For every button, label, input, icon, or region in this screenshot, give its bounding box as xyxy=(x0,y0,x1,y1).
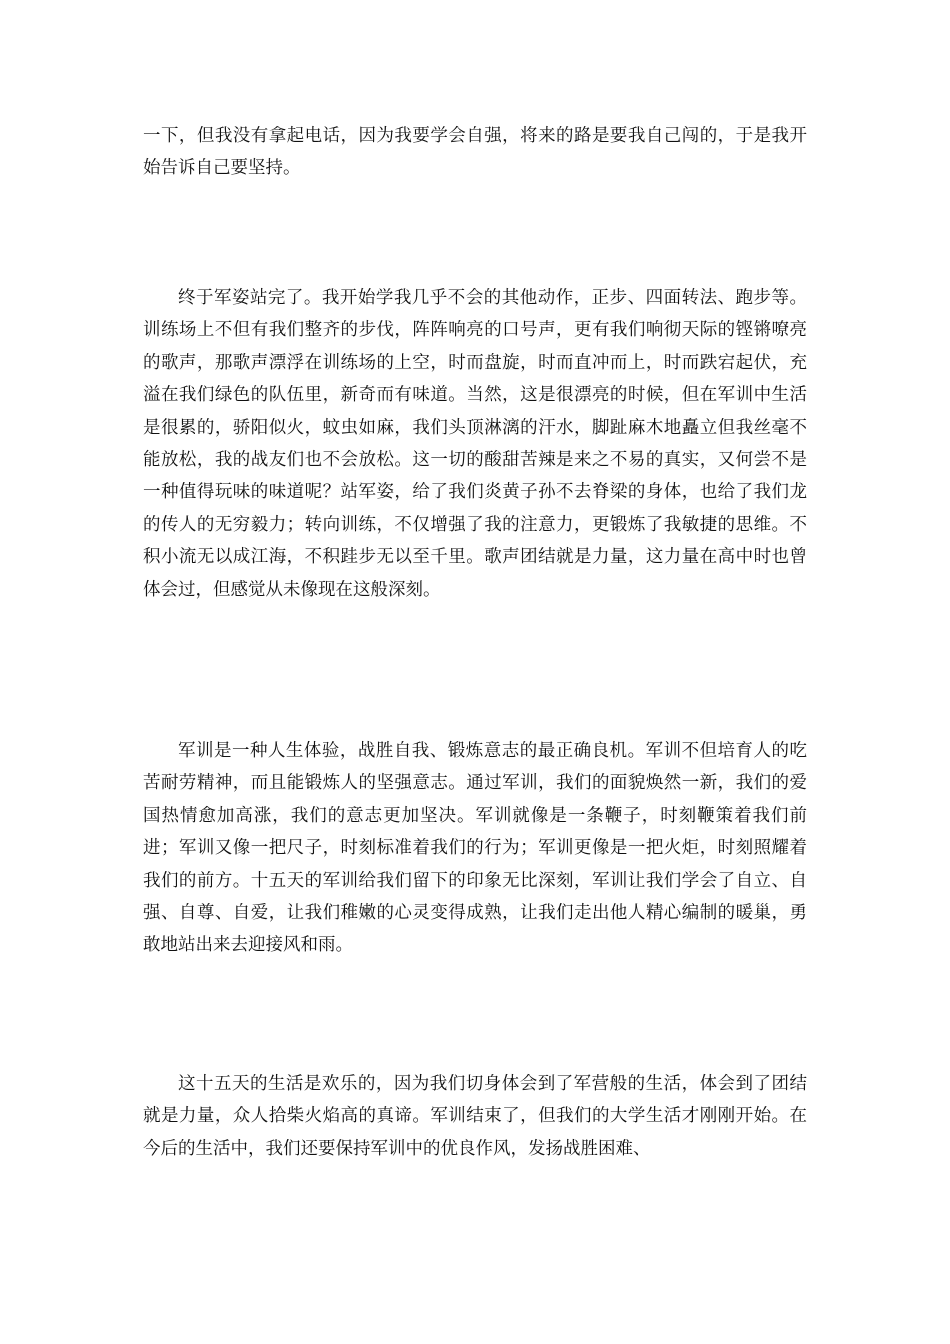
paragraph-training-drills: 终于军姿站完了。我开始学我几乎不会的其他动作，正步、四面转法、跑步等。训练场上不但有我们整齐的步伐，阵阵响亮的口号声，更有我们响彻天际的铿锵嘹亮的歌声，那歌声漂浮在训练场的上空，时而盘旋，时而直冲而上，时而跌宕起伏，充溢在我们绿色的队伍里，新奇而有味道。当然，这是很漂亮的时候，但在军训中生活是很累的，骄阳似火，蚊虫如麻，我们头顶淋漓的汗水，脚趾麻木地矗立但我丝毫不能放松，我的战友们也不会放松。这一切的酸甜苦辣是来之不易的真实，又何尝不是一种值得玩味的味道呢？站军姿，给了我们炎黄子孙不去脊梁的身体，也给了我们龙的传人的无穷毅力；转向训练，不仅增强了我的注意力，更锻炼了我敏捷的思维。不积小流无以成江海，不积跬步无以至千里。歌声团结就是力量，这力量在高中时也曾体会过，但感觉从未像现在这般深刻。 xyxy=(143,288,807,600)
paragraph-military-training-experience: 军训是一种人生体验，战胜自我、锻炼意志的最正确良机。军训不但培育人的吃苦耐劳精神，而且能锻炼人的坚强意志。通过军训，我们的面貌焕然一新，我们的爱国热情愈加高涨，我们的意志更加坚决。军训就像是一条鞭子，时刻鞭策着我们前进；军训又像一把尺子，时刻标准着我们的行为；军训更像是一把火炬，时刻照耀着我们的前方。十五天的军训给我们留下的印象无比深刻，军训让我们学会了自立、自强、自尊、自爱，让我们稚嫩的心灵变得成熟，让我们走出他人精心编制的暖巢，勇敢地站出来去迎接风和雨。 xyxy=(143,741,807,956)
paragraph-fifteen-days: 这十五天的生活是欢乐的，因为我们切身体会到了军营般的生活，体会到了团结就是力量，众人拾柴火焰高的真谛。军训结束了，但我们的大学生活才刚刚开始。在今后的生活中，我们还要保持军训中的优良作风，发扬战胜困难、 xyxy=(143,1074,807,1159)
paragraph-continuation: 一下，但我没有拿起电话，因为我要学会自强，将来的路是要我自己闯的，于是我开始告诉自己要坚持。 xyxy=(143,126,807,179)
